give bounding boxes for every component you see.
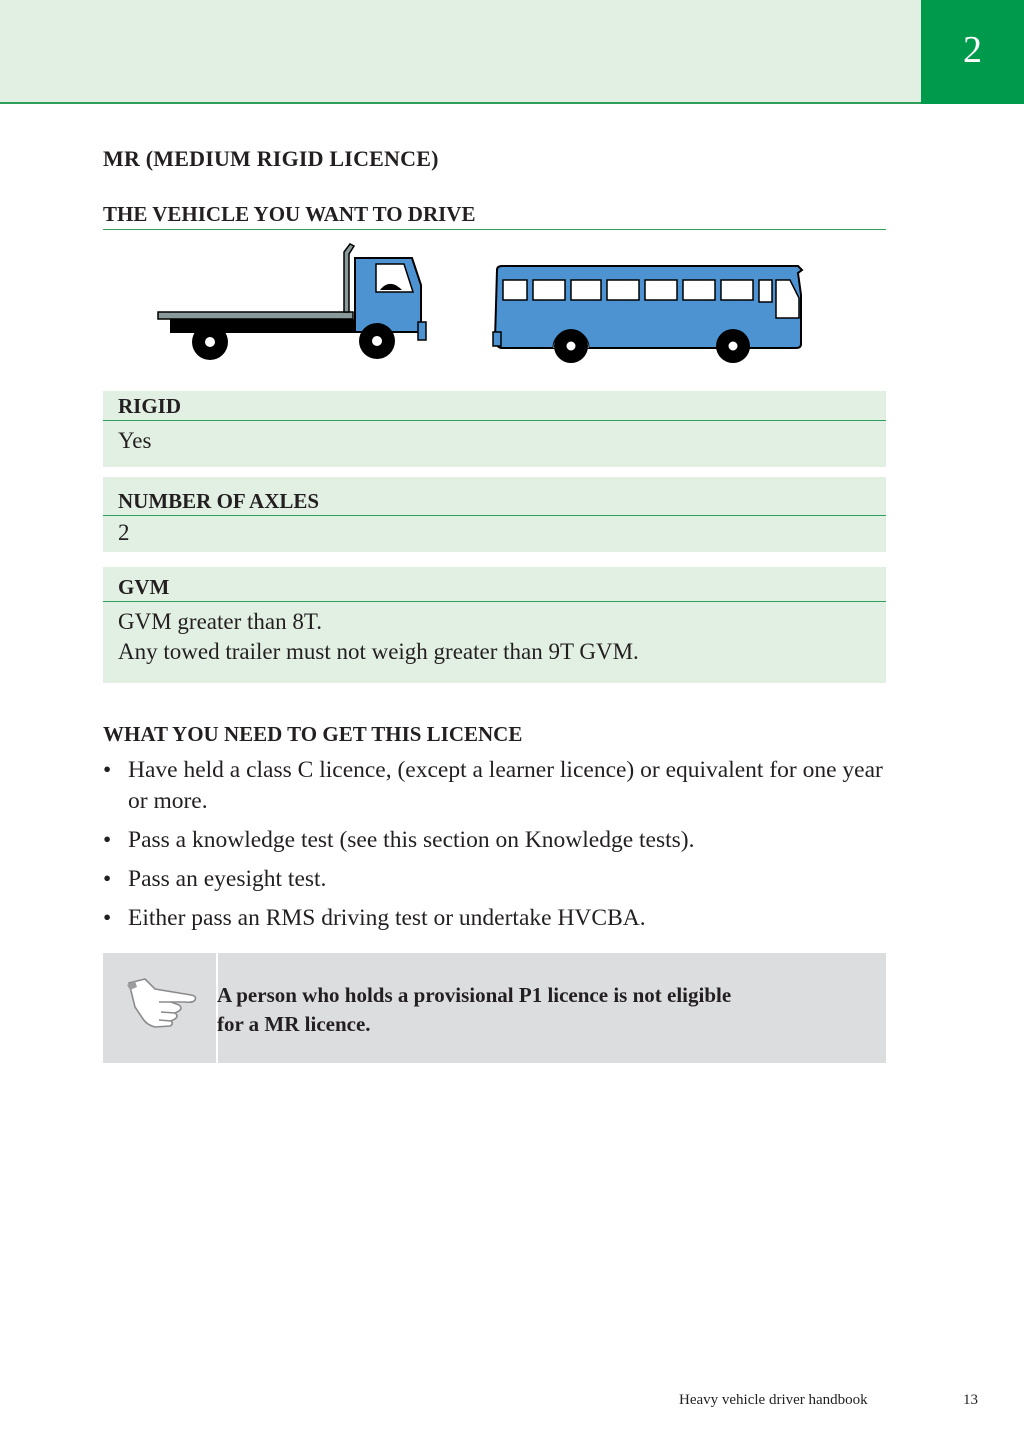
note-box	[103, 953, 886, 1063]
gvm-value-line-2: Any towed trailer must not weigh greater than 9T GVM.	[118, 639, 639, 664]
note-line-1: A person who holds a provisional P1 licence is not eligible	[217, 983, 732, 1007]
list-item-text: Either pass an RMS driving test or undertake HVCBA.	[128, 905, 646, 931]
requirements-title: WHAT YOU NEED TO GET THIS LICENCE	[103, 722, 523, 746]
list-item	[103, 903, 886, 934]
chapter-number: 2	[963, 29, 982, 71]
vehicle-illustrations	[150, 240, 830, 370]
footer-title: Heavy vehicle driver handbook	[679, 1392, 868, 1408]
bus-icon	[493, 266, 802, 363]
gvm-label: GVM	[103, 567, 886, 602]
pointing-hand-icon	[125, 975, 203, 1031]
gvm-value	[103, 602, 886, 671]
vehicle-heading: THE VEHICLE YOU WANT TO DRIVE	[103, 202, 886, 230]
bullet: •	[103, 905, 112, 931]
flatbed-truck-icon	[158, 244, 426, 360]
section-title: MR (MEDIUM RIGID LICENCE)	[103, 146, 439, 171]
list-item-text: Have held a class C licence, (except a learner licence) or equivalent for one year or more.	[128, 757, 883, 814]
rigid-value: Yes	[118, 428, 152, 453]
axles-value: 2	[118, 520, 130, 545]
note-line-2: for a MR licence.	[217, 1012, 371, 1036]
gvm-value-line-1: GVM greater than 8T.	[118, 609, 322, 634]
list-item	[103, 755, 886, 817]
requirements-list	[103, 755, 886, 942]
axles-box	[103, 477, 886, 552]
list-item	[103, 864, 886, 895]
bullet: •	[103, 827, 112, 853]
gvm-box	[103, 567, 886, 683]
list-item	[103, 825, 886, 856]
list-item-text: Pass a knowledge test (see this section on Knowledge tests).	[128, 827, 695, 853]
bullet: •	[103, 866, 112, 892]
page-number: 13	[963, 1392, 978, 1408]
note-text	[217, 981, 857, 1039]
header-band	[0, 0, 921, 104]
rigid-label: RIGID	[103, 391, 886, 421]
rigid-box	[103, 391, 886, 467]
chapter-tab	[921, 0, 1024, 104]
axles-label: NUMBER OF AXLES	[103, 477, 886, 516]
bullet: •	[103, 757, 112, 783]
list-item-text: Pass an eyesight test.	[128, 866, 327, 892]
